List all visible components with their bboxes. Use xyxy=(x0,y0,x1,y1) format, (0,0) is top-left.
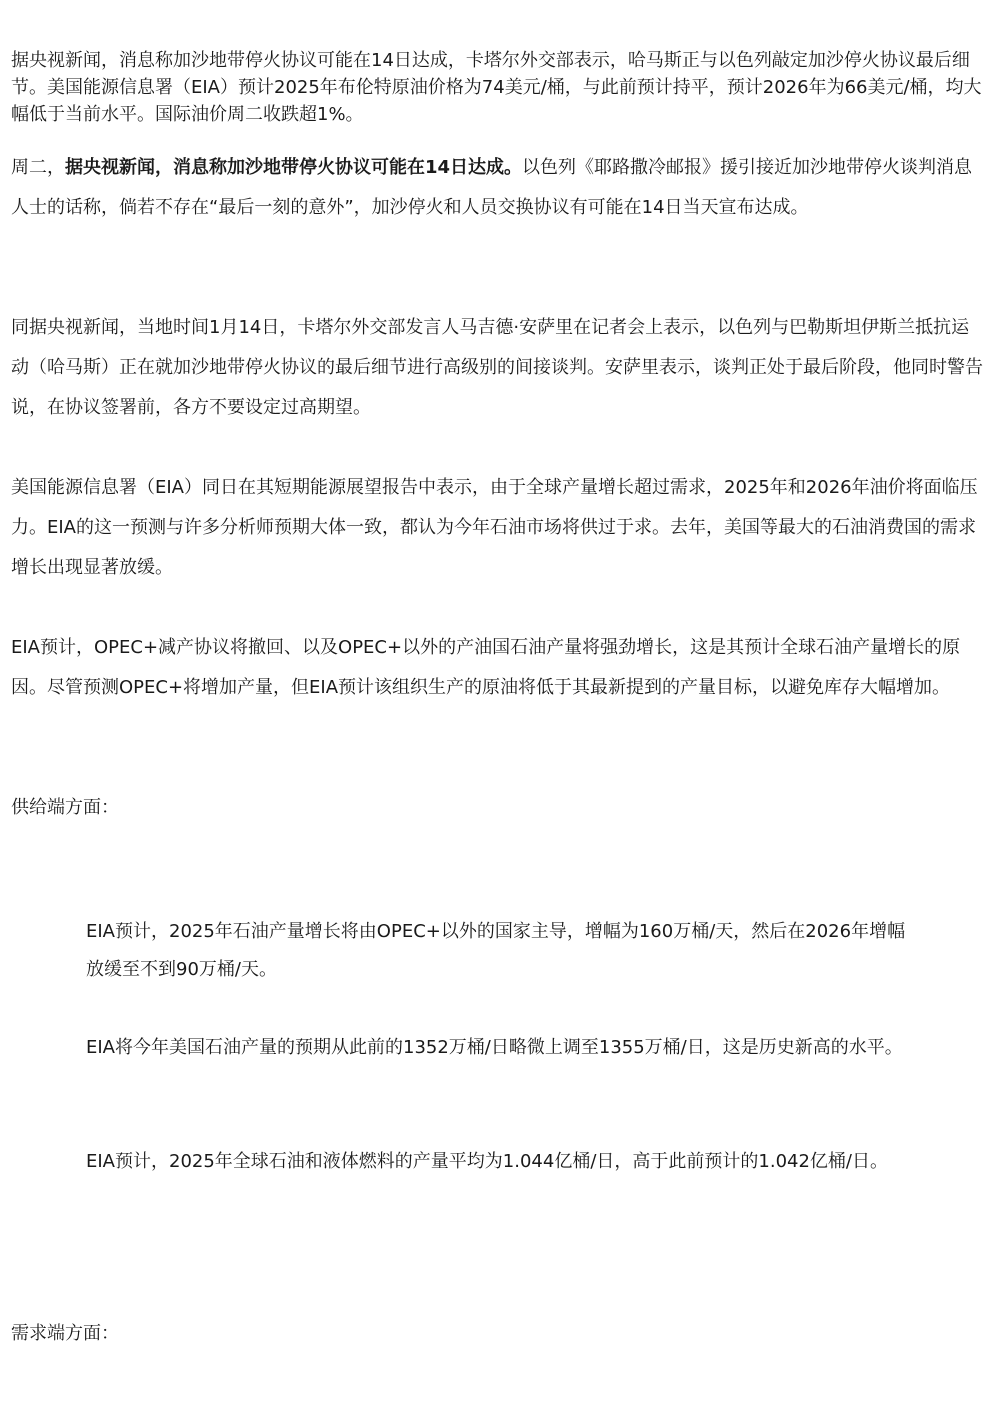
supply-heading: 供给端方面： xyxy=(11,797,119,818)
lead-sentence: 据央视新闻，消息称加沙地带停火协议可能在14日达成。 xyxy=(65,157,523,178)
opec-paragraph: EIA预计，OPEC+减产协议将撤回、以及OPEC+以外的产油国石油产量将强劲增长，这是其预计全球石油产量增长的原因。尽管预测OPEC+将增加产量，但EIA预计该组织生产的原油将低于其最新提到的产量目标，以避免库存大幅增加。 xyxy=(11,637,961,698)
qatar-paragraph: 同据央视新闻，当地时间1月14日，卡塔尔外交部发言人马吉德·安萨里在记者会上表示，以色列与巴勒斯坦伊斯兰抵抗运动（哈马斯）正在就加沙地带停火协议的最后细节进行高级别的间接谈判。安萨里表示，谈判正处于最后阶段，他同时警告说，在协议签署前，各方不要设定过高期望。 xyxy=(11,317,983,418)
ceasefire-paragraph xyxy=(11,148,983,228)
paragraph-body: 以色列《耶路撒冷邮报》援引接近加沙地带停火谈判消息人士的话称，倘若不存在“最后一刻的意外”，加沙停火和人员交换协议有可能在14日当天宣布达成。 xyxy=(11,157,973,218)
paragraph-prefix: 周二， xyxy=(11,157,65,178)
supply-item: EIA将今年美国石油产量的预期从此前的1352万桶/日略微上调至1355万桶/日，这是历史新高的水平。 xyxy=(86,1037,903,1058)
eia-outlook-paragraph: 美国能源信息署（EIA）同日在其短期能源展望报告中表示，由于全球产量增长超过需求，2025年和2026年油价将面临压力。EIA的这一预测与许多分析师预期大体一致，都认为今年石油市场将供过于求。去年，美国等最大的石油消费国的需求增长出现显著放缓。 xyxy=(11,477,978,578)
supply-item: EIA预计，2025年石油产量增长将由OPEC+以外的国家主导，增幅为160万桶/天，然后在2026年增幅放缓至不到90万桶/天。 xyxy=(86,921,906,980)
summary-paragraph: 据央视新闻，消息称加沙地带停火协议可能在14日达成，卡塔尔外交部表示，哈马斯正与以色列敲定加沙停火协议最后细节。美国能源信息署（EIA）预计2025年布伦特原油价格为74美元/桶，与此前预计持平，预计2026年为66美元/桶，均大幅低于当前水平。国际油价周二收跌超1%。 xyxy=(11,50,982,125)
demand-heading: 需求端方面： xyxy=(11,1323,119,1344)
supply-item: EIA预计，2025年全球石油和液体燃料的产量平均为1.044亿桶/日，高于此前预计的1.042亿桶/日。 xyxy=(86,1151,888,1172)
